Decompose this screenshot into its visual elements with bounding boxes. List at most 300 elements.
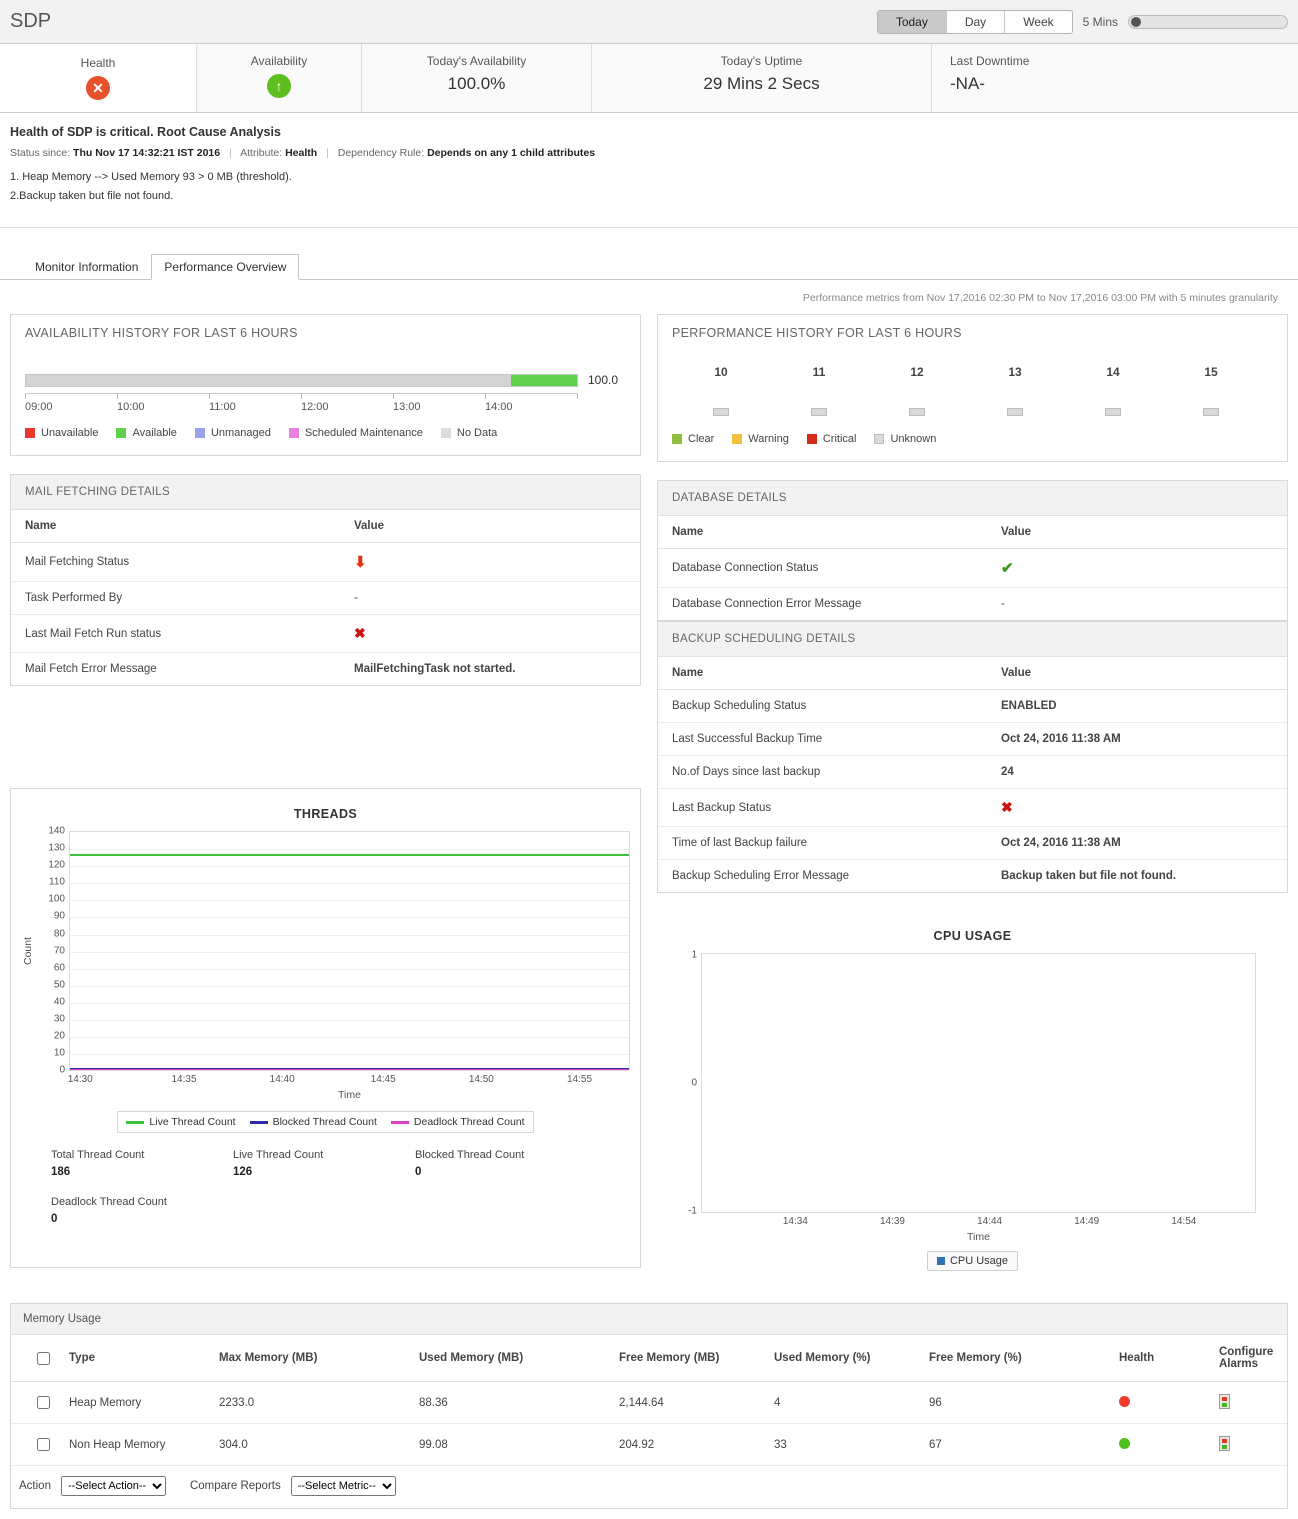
row-free-memory-pct: 96 [921,1382,1111,1424]
row-used-memory: 88.36 [411,1382,611,1424]
status-unknown-icon [909,408,925,416]
period-day[interactable]: Day [947,11,1005,33]
threads-chart-panel [10,788,641,1268]
axis-tick [485,394,486,399]
table-row [658,723,1287,756]
threads-plot-area [69,831,630,1071]
row-max-memory: 304.0 [211,1424,411,1466]
legend-swatch-unavailable [25,428,35,438]
row-free-memory: 204.92 [611,1424,766,1466]
row-used-memory-pct: 4 [766,1382,921,1424]
cpu-series-icon [937,1257,945,1265]
summary-availability-label: Availability [250,54,308,68]
legend-label: Warning [748,433,789,445]
status-unknown-icon [713,408,729,416]
availability-tick: 09:00 [25,401,53,413]
y-tick: 20 [53,1030,65,1042]
cpu-chart-title: CPU USAGE [933,929,1012,943]
legend-item [807,433,857,445]
check-icon: ✔ [1001,560,1014,577]
stat-value: 186 [51,1166,71,1178]
health-critical-icon [1119,1396,1130,1407]
row-type[interactable]: Non Heap Memory [61,1424,211,1466]
cpu-x-ticks [701,1213,1256,1229]
x-tick: 14:39 [879,1216,905,1227]
refresh-slider[interactable] [1128,15,1288,29]
table-row [658,690,1287,723]
alert-cause-1: 1. Heap Memory --> Used Memory 93 > 0 MB (threshold). [10,171,292,183]
legend-label: Blocked Thread Count [272,1116,377,1128]
legend-swatch-clear [672,434,682,444]
availability-tick: 11:00 [209,401,236,413]
row-max-memory: 2233.0 [211,1382,411,1424]
table-row [11,1424,1287,1466]
metrics-range-note: Performance metrics from Nov 17,2016 02:30 PM to Nov 17,2016 03:00 PM with 5 minutes granularity [802,292,1278,304]
summary-today-availability [362,44,592,112]
gridline [70,969,629,970]
y-tick: 80 [53,928,65,940]
legend-item [441,427,497,439]
perf-mark-cell[interactable] [672,405,770,419]
perf-mark-cell[interactable] [1064,405,1162,419]
summary-health-label: Health [80,56,116,70]
availability-tick-labels [25,401,578,413]
legend-swatch-unmanaged [195,428,205,438]
legend-line-deadlock [391,1121,409,1124]
stat-label: Deadlock Thread Count [51,1196,167,1208]
meta-divider-1: | [229,147,232,159]
stat-value: 126 [233,1166,253,1178]
stat-label: Blocked Thread Count [415,1149,525,1161]
gridline [70,1003,629,1004]
col-free-memory-pct: Free Memory (%) [921,1335,1111,1382]
legend-line-blocked [250,1121,268,1124]
summary-availability-value [211,74,347,98]
alarm-icon[interactable] [1219,1436,1230,1451]
col-select [11,1335,61,1382]
axis-tick [209,394,210,399]
x-tick: 14:45 [370,1074,396,1085]
performance-history-panel [657,314,1288,462]
table-row [658,827,1287,860]
threads-chart-title: THREADS [293,807,358,821]
row-free-memory-pct: 67 [921,1424,1111,1466]
health-clear-icon [1119,1438,1130,1449]
performance-legend [672,419,1273,449]
gridline [70,1020,629,1021]
perf-mark-cell[interactable] [868,405,966,419]
row-health [1111,1424,1211,1466]
legend-item [116,427,176,439]
summary-today-uptime-label: Today's Uptime [720,54,803,68]
row-value: Backup taken but file not found. [1001,870,1177,882]
stat-blocked-thread-count [415,1149,597,1178]
app-title: SDP [10,10,52,32]
availability-tick: 14:00 [485,401,513,413]
availability-history-panel [10,314,641,456]
legend-label: Available [132,427,177,439]
critical-icon: ✕ [86,76,110,100]
summary-bar [0,44,1298,113]
legend-label: Unmanaged [210,427,271,439]
summary-today-uptime-value: 29 Mins 2 Secs [703,74,820,93]
table-row [11,1382,1287,1424]
row-name: Database Connection Status [658,549,987,588]
perf-mark-cell[interactable] [770,405,868,419]
legend-swatch-maintenance [289,428,299,438]
stat-deadlock-thread-count [51,1196,233,1225]
right-column [657,314,1288,1285]
backup-scheduling-panel [657,621,1288,893]
axis-tick [25,394,26,399]
period-selector[interactable] [877,10,1073,34]
row-value [340,615,640,653]
availability-bar [25,374,578,387]
status-unknown-icon [1203,408,1219,416]
col-used-memory-pct: Used Memory (%) [766,1335,921,1382]
col-value: Value [340,510,640,543]
row-value [340,543,640,582]
summary-last-downtime [932,44,1292,112]
available-up-icon: ↑ [267,74,291,98]
series-deadlock-thread-count [70,1069,629,1070]
performance-marks [672,405,1273,419]
compare-reports-label: Compare Reports [189,1480,281,1492]
summary-last-downtime-label: Last Downtime [950,54,1030,68]
legend-swatch-unknown [874,434,884,444]
title-bar [0,0,1298,44]
cpu-plot-col [701,953,1278,1243]
database-details-table [658,516,1287,620]
col-configure-alarms: Configure Alarms [1211,1335,1287,1382]
y-tick: 10 [53,1047,65,1059]
row-value: - [1001,598,1005,610]
attribute-value: Health [285,147,318,159]
availability-axis [25,393,578,399]
database-details-title: DATABASE DETAILS [658,481,1287,516]
period-today[interactable]: Today [878,11,947,33]
gridline [70,883,629,884]
database-details-panel [657,480,1288,621]
col-used-memory: Used Memory (MB) [411,1335,611,1382]
row-type[interactable]: Heap Memory [61,1382,211,1424]
col-health: Health [1111,1335,1211,1382]
threads-plot-wrap [21,825,630,1101]
legend-label: Clear [688,433,715,445]
perf-mark-cell[interactable] [966,405,1064,419]
action-label: Action [19,1480,51,1492]
stat-total-thread-count [51,1149,233,1178]
y-tick: 1 [691,949,697,961]
legend-item [25,427,98,439]
stat-value: 0 [51,1213,58,1225]
row-name: Task Performed By [11,582,340,615]
legend-item [874,433,936,445]
availability-history-title: AVAILABILITY HISTORY FOR LAST 6 HOURS [25,326,298,340]
cpu-x-axis-label: Time [967,1231,990,1243]
left-column [10,314,641,1268]
hour-label: 11 [812,365,826,379]
legend-label: Deadlock Thread Count [413,1116,525,1128]
x-tick: 14:30 [67,1074,93,1085]
table-row [11,543,640,582]
performance-history-body [658,351,1287,461]
row-name: Database Connection Error Message [672,598,862,610]
gridline [70,986,629,987]
cpu-usage-legend-button[interactable] [927,1251,1018,1271]
legend-swatch-critical [807,434,817,444]
gridline [70,849,629,850]
x-tick: 14:54 [1171,1216,1197,1227]
hour-label: 10 [714,365,728,379]
y-tick: 100 [48,893,65,905]
stat-value: 0 [415,1166,422,1178]
gridline [70,935,629,936]
threads-x-axis-label: Time [338,1089,361,1101]
status-unknown-icon [1105,408,1121,416]
cpu-legend-wrap [667,1251,1278,1271]
left-spacer [10,704,641,788]
gridline [70,900,629,901]
down-arrow-icon: ⬇ [354,554,367,571]
row-name: No.of Days since last backup [658,756,987,789]
row-value [987,789,1287,827]
row-value: Oct 24, 2016 11:38 AM [987,723,1287,756]
table-row [658,860,1287,893]
legend-item [391,1116,525,1128]
table-row [658,588,1287,621]
dependency-value: Depends on any 1 child attributes [427,147,596,159]
col-name: Name [658,516,987,549]
backup-scheduling-table [658,657,1287,892]
error-x-icon: ✖ [1001,799,1013,815]
threads-legend [117,1111,533,1133]
y-tick: 50 [53,979,65,991]
stat-label: Live Thread Count [233,1149,324,1161]
availability-bar-row [25,373,626,387]
legend-label: Unavailable [41,427,99,439]
alarm-icon[interactable] [1219,1394,1230,1409]
row-value: - [340,582,640,615]
summary-availability[interactable] [197,44,362,112]
mail-fetching-title: MAIL FETCHING DETAILS [11,475,640,510]
axis-tick [117,394,118,399]
row-free-memory: 2,144.64 [611,1382,766,1424]
axis-tick [577,394,578,399]
legend-item [289,427,423,439]
cpu-plot-area [701,953,1256,1213]
y-tick: 0 [691,1077,697,1089]
hour-label: 12 [910,365,924,379]
legend-item [250,1116,377,1128]
legend-item [195,427,271,439]
alert-cause-2: 2.Backup taken but file not found. [10,190,174,202]
y-tick: 40 [53,996,65,1008]
legend-swatch-nodata [441,428,451,438]
alert-headline[interactable]: Health of SDP is critical. Root Cause Analysis [10,125,281,139]
col-max-memory: Max Memory (MB) [211,1335,411,1382]
availability-legend [25,413,626,443]
row-name: Time of last Backup failure [658,827,987,860]
legend-line-live [126,1121,144,1124]
row-name: Last Backup Status [658,789,987,827]
x-tick: 14:44 [977,1216,1003,1227]
threads-y-ticks [35,825,69,1076]
col-type: Type [61,1335,211,1382]
dependency-label: Dependency Rule: [337,147,425,159]
table-header-row [11,510,640,543]
legend-label: Unknown [890,433,937,445]
y-tick: 140 [48,825,65,837]
threads-legend-wrap [21,1101,630,1133]
row-value: ENABLED [987,690,1287,723]
legend-label: Critical [822,433,857,445]
y-tick: 0 [59,1064,65,1076]
y-tick: 110 [49,876,65,888]
perf-mark-cell[interactable] [1162,405,1260,419]
summary-today-uptime [592,44,932,112]
root-cause-panel [0,113,1298,228]
hour-label: 13 [1008,365,1022,379]
row-name: Backup Scheduling Error Message [672,870,850,882]
row-checkbox[interactable] [37,1438,50,1451]
cpu-plot-wrap [667,949,1278,1243]
availability-tick: 12:00 [301,401,329,413]
col-name: Name [658,657,987,690]
summary-health[interactable] [0,44,197,112]
row-select [11,1424,61,1466]
tab-monitor-information[interactable]: Monitor Information [35,260,139,274]
x-tick: 14:55 [566,1074,593,1085]
threads-x-ticks [69,1071,630,1087]
row-name: Mail Fetching Status [11,543,340,582]
table-row [11,615,640,653]
row-value: MailFetchingTask not started. [354,663,516,675]
row-name: Last Mail Fetch Run status [11,615,340,653]
x-tick: 14:50 [468,1074,494,1085]
threads-y-axis-label: Count [22,936,34,966]
gridline [70,1037,629,1038]
table-row [11,653,640,686]
col-name: Name [11,510,340,543]
row-used-memory: 99.08 [411,1424,611,1466]
table-header-row [11,1335,1287,1382]
memory-usage-title: Memory Usage [11,1304,1287,1335]
availability-segment-nodata [26,375,511,386]
row-health [1111,1382,1211,1424]
action-select[interactable] [61,1476,166,1496]
row-used-memory-pct: 33 [766,1424,921,1466]
legend-label: Live Thread Count [149,1116,236,1128]
y-tick: 60 [53,962,65,974]
row-name: Backup Scheduling Status [658,690,987,723]
memory-usage-table [11,1335,1287,1466]
availability-segment-available [511,375,577,386]
col-free-memory: Free Memory (MB) [611,1335,766,1382]
availability-tick: 10:00 [117,401,145,413]
col-value: Value [987,657,1287,690]
select-all-checkbox[interactable] [37,1352,50,1365]
row-configure-alarms[interactable] [1211,1424,1287,1466]
gridline [70,952,629,953]
availability-history-body [11,351,640,455]
row-value [987,549,1287,588]
attribute-label: Attribute: [240,147,283,159]
row-value: 24 [987,756,1287,789]
series-live-thread-count [70,854,629,856]
legend-swatch-available [116,428,126,438]
x-tick: 14:34 [782,1216,808,1227]
table-header-row [658,516,1287,549]
row-value: Oct 24, 2016 11:38 AM [987,827,1287,860]
gridline [70,917,629,918]
cpu-usage-chart-panel [657,911,1288,1285]
row-select [11,1382,61,1424]
summary-today-availability-value: 100.0% [447,74,506,93]
y-tick: -1 [688,1205,697,1217]
status-since-label: Status since: [10,147,71,159]
thread-stats [21,1133,630,1253]
memory-usage-panel [10,1303,1288,1509]
cpu-legend-label: CPU Usage [949,1255,1009,1267]
y-tick: 90 [53,910,65,922]
performance-hour-labels [672,365,1273,379]
hour-label: 15 [1204,365,1218,379]
availability-value: 100.0 [588,373,619,387]
y-tick: 30 [53,1013,65,1025]
backup-scheduling-title: BACKUP SCHEDULING DETAILS [658,622,1287,657]
row-checkbox[interactable] [37,1396,50,1409]
summary-last-downtime-value: -NA- [950,74,985,93]
mail-fetching-panel [10,474,641,686]
legend-label: Scheduled Maintenance [304,427,423,439]
compare-metric-select[interactable] [291,1476,396,1496]
period-week[interactable]: Week [1005,11,1071,33]
row-name: Last Successful Backup Time [658,723,987,756]
memory-usage-footer [11,1466,1287,1508]
axis-tick [301,394,302,399]
summary-today-availability-label: Today's Availability [426,54,527,68]
row-configure-alarms[interactable] [1211,1382,1287,1424]
legend-item [672,433,714,445]
tab-performance-overview[interactable]: Performance Overview [151,254,299,280]
col-value: Value [987,516,1287,549]
cpu-y-ticks [667,949,701,1217]
error-x-icon: ✖ [354,625,366,641]
axis-tick [393,394,394,399]
stat-live-thread-count [233,1149,415,1178]
legend-swatch-warning [732,434,742,444]
gridline [70,866,629,867]
table-row [11,582,640,615]
table-row [658,756,1287,789]
refresh-interval-label: 5 Mins [1082,14,1118,29]
legend-label: No Data [456,427,498,439]
summary-health-value [14,76,182,100]
row-name: Mail Fetch Error Message [25,663,157,675]
meta-divider-2: | [326,147,329,159]
y-tick: 120 [48,859,65,871]
status-unknown-icon [811,408,827,416]
refresh-slider-knob[interactable] [1131,17,1141,27]
legend-item [732,433,789,445]
legend-item [126,1116,235,1128]
stat-label: Total Thread Count [51,1149,145,1161]
y-tick: 130 [48,842,65,854]
gridline [70,1054,629,1055]
hour-label: 14 [1106,365,1120,379]
status-unknown-icon [1007,408,1023,416]
